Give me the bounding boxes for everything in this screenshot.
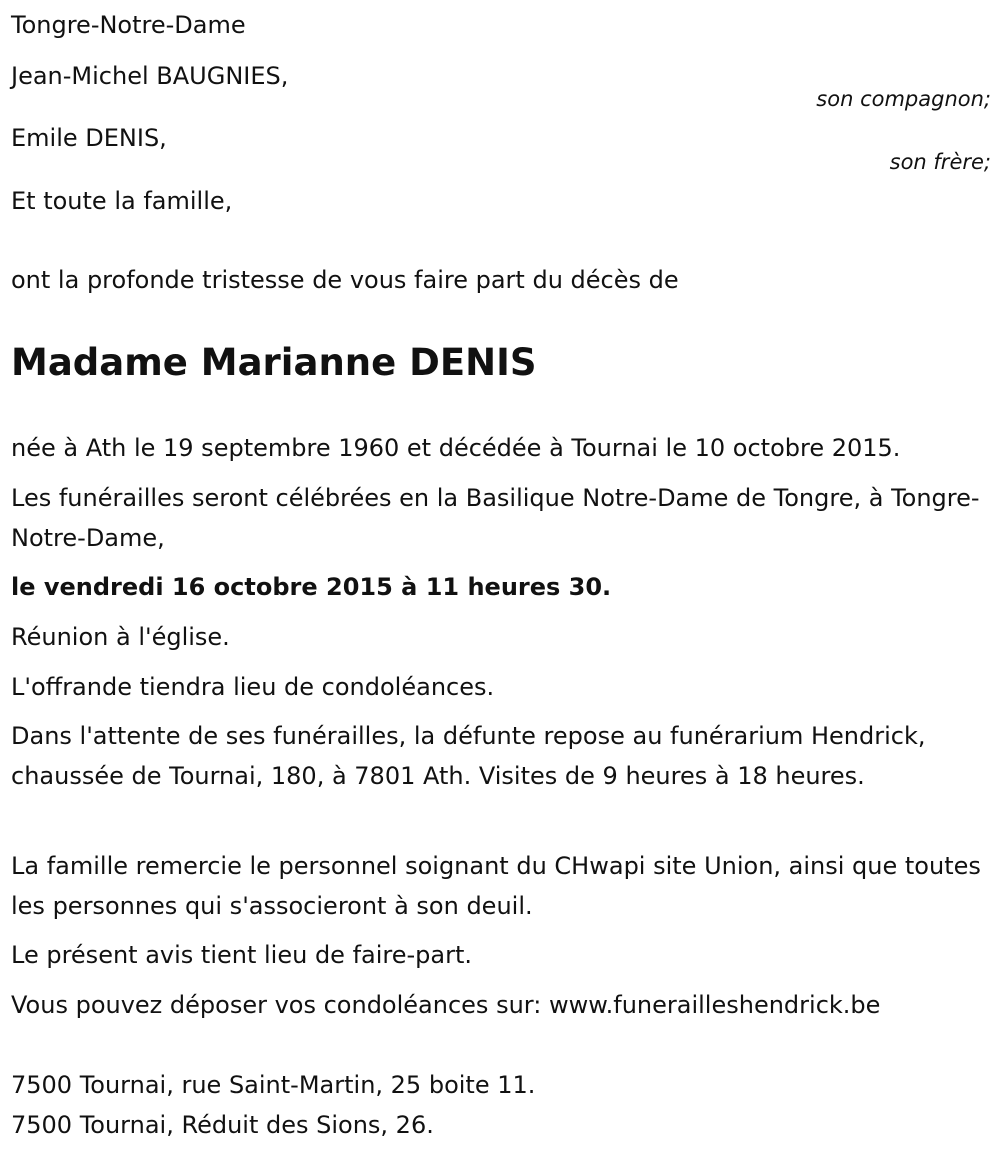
birth-death-line: née à Ath le 19 septembre 1960 et décédée à Tournai le 10 octobre 2015.: [11, 434, 901, 462]
thanks-paragraph: La famille remercie le personnel soignant du CHwapi site Union, ainsi que toutes les personnes qui s'associeront à son deuil.: [11, 852, 981, 920]
place-line: Tongre-Notre-Dame: [11, 11, 246, 39]
announcement-line: ont la profonde tristesse de vous faire part du décès de: [11, 266, 679, 294]
family-line: Et toute la famille,: [11, 187, 233, 215]
offering-line: L'offrande tiendra lieu de condoléances.: [11, 673, 495, 701]
address-line-2: 7500 Tournai, Réduit des Sions, 26.: [11, 1111, 434, 1139]
meeting-line: Réunion à l'église.: [11, 623, 230, 651]
relative-name-2: Emile DENIS,: [11, 124, 167, 152]
relative-name-1: Jean-Michel BAUGNIES,: [11, 62, 289, 90]
address-line-1: 7500 Tournai, rue Saint-Martin, 25 boite 11.: [11, 1071, 536, 1099]
funeral-line: Les funérailles seront célébrées en la Basilique Notre-Dame de Tongre, à Tongre-Notre-Dame,: [11, 484, 980, 552]
notice-line: Le présent avis tient lieu de faire-part.: [11, 941, 473, 969]
deceased-name: Madame Marianne DENIS: [11, 341, 537, 384]
funeral-date-line: le vendredi 16 octobre 2015 à 11 heures 30.: [11, 573, 612, 601]
rest-paragraph: Dans l'attente de ses funérailles, la défunte repose au funérarium Hendrick, chaussée de Tournai, 180, à 7801 Ath. Visites de 9 heures à 18 heures.: [11, 722, 926, 790]
condolences-line: Vous pouvez déposer vos condoléances sur: www.funerailleshendrick.be: [11, 991, 881, 1019]
relative-relation-1: son compagnon;: [816, 87, 991, 111]
relative-relation-2: son frère;: [889, 150, 991, 174]
